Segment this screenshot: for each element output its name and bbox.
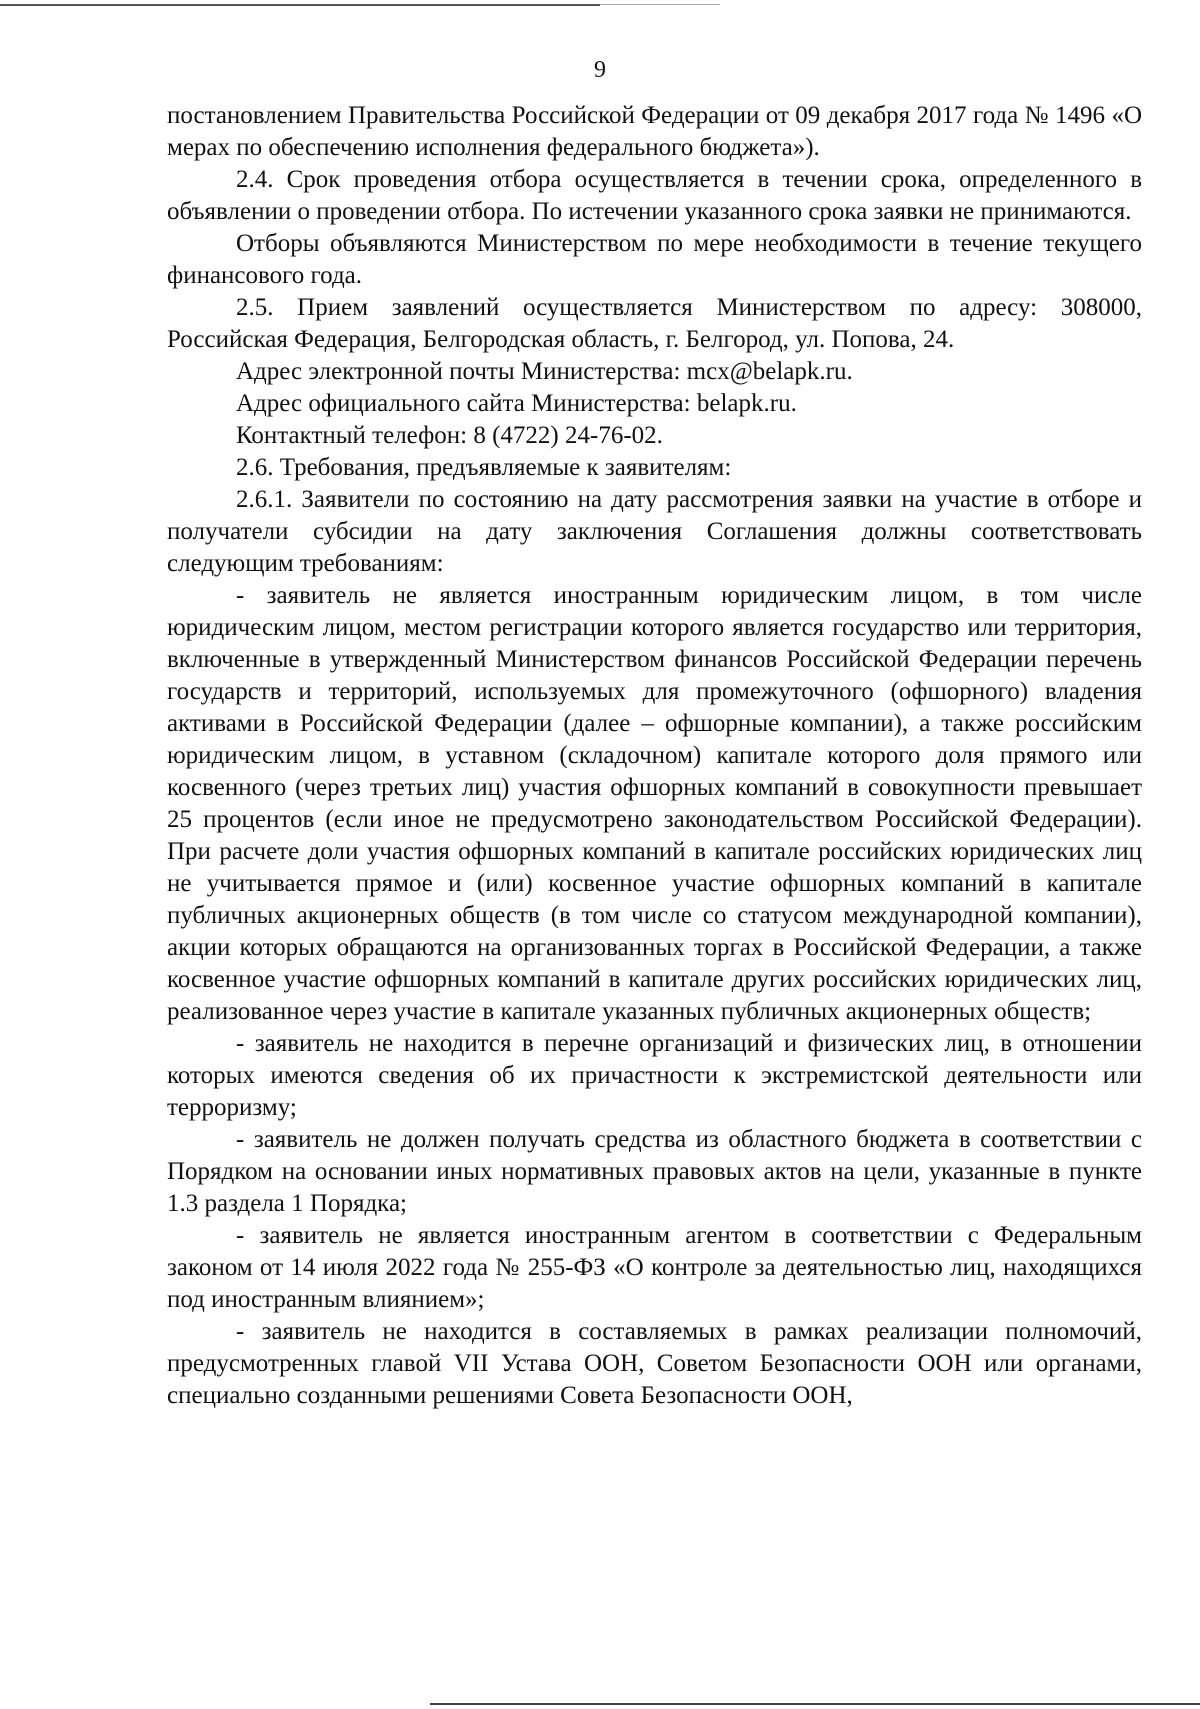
document-body: [167, 100, 1142, 1412]
paragraph-continuation: постановлением Правительства Российской Федерации от 09 декабря 2017 года № 1496 «О мерах по обеспечению исполнения федерального бюджета»).: [167, 102, 1142, 161]
requirement-budget: - заявитель не должен получать средства из областного бюджета в соответствии с Порядком на основании иных нормативных правовых актов на цели, указанные в пункте 1.3 раздела 1 Порядка;: [167, 1126, 1142, 1217]
requirement-un-lists: - заявитель не находится в составляемых в рамках реализации полномочий, предусмотренных главой VII Устава ООН, Советом Безопасности ООН или органами, специально созданными решениями Совета Безопасности ООН,: [167, 1318, 1142, 1409]
paragraph-selections: Отборы объявляются Министерством по мере необходимости в течение текущего финансового года.: [167, 230, 1142, 289]
paragraph-2-6: 2.6. Требования, предъявляемые к заявителям:: [236, 454, 732, 481]
paragraph-2-6-1: 2.6.1. Заявители по состоянию на дату рассмотрения заявки на участие в отборе и получатели субсидии на дату заключения Соглашения должны соответствовать следующим требованиям:: [167, 486, 1142, 577]
page-number: 9: [594, 57, 606, 83]
requirement-foreign-agent: - заявитель не является иностранным агентом в соответствии с Федеральным законом от 14 июля 2022 года № 255-ФЗ «О контроле за деятельностью лиц, находящихся под иностранным влиянием»;: [167, 1222, 1142, 1313]
requirement-extremism: - заявитель не находится в перечне организаций и физических лиц, в отношении которых имеются сведения об их причастности к экстремистской деятельности или терроризму;: [167, 1030, 1142, 1121]
paragraph-website: Адрес официального сайта Министерства: belapk.ru.: [236, 390, 797, 417]
paragraph-phone: Контактный телефон: 8 (4722) 24-76-02.: [236, 422, 663, 449]
scan-edge-top: [0, 4, 600, 6]
paragraph-2-4: 2.4. Срок проведения отбора осуществляется в течении срока, определенного в объявлении о проведении отбора. По истечении указанного срока заявки не принимаются.: [167, 166, 1142, 225]
scan-edge-bottom: [430, 1703, 1200, 1705]
scan-edge-top-faint: [600, 4, 720, 5]
requirement-offshore: - заявитель не является иностранным юридическим лицом, в том числе юридическим лицом, местом регистрации которого является государство или территория, включенные в утвержденный Министерством финансов Российской Федерации перечень государств и территорий, используемых для промежуточного (офшорного) владения активами в Российской Федерации (далее – офшорные компании), а также российским юридическим лицом, в уставном (складочном) капитале которого доля прямого или косвенного (через третьих лиц) участия офшорных компаний в совокупности превышает 25 процентов (если иное не предусмотрено законодательством Российской Федерации). При расчете доли участия офшорных компаний в капитале российских юридических лиц не учитывается прямое и (или) косвенное участие офшорных компаний в капитале публичных акционерных обществ (в том числе со статусом международной компании), акции которых обращаются на организованных торгах в Российской Федерации, а также косвенное участие офшорных компаний в капитале других российских юридических лиц, реализованное через участие в капитале указанных публичных акционерных обществ;: [167, 582, 1142, 1025]
paragraph-email: Адрес электронной почты Министерства: mcx@belapk.ru.: [236, 358, 853, 385]
paragraph-2-5: 2.5. Прием заявлений осуществляется Министерством по адресу: 308000, Российская Федерация, Белгородская область, г. Белгород, ул. Попова, 24.: [167, 294, 1142, 353]
